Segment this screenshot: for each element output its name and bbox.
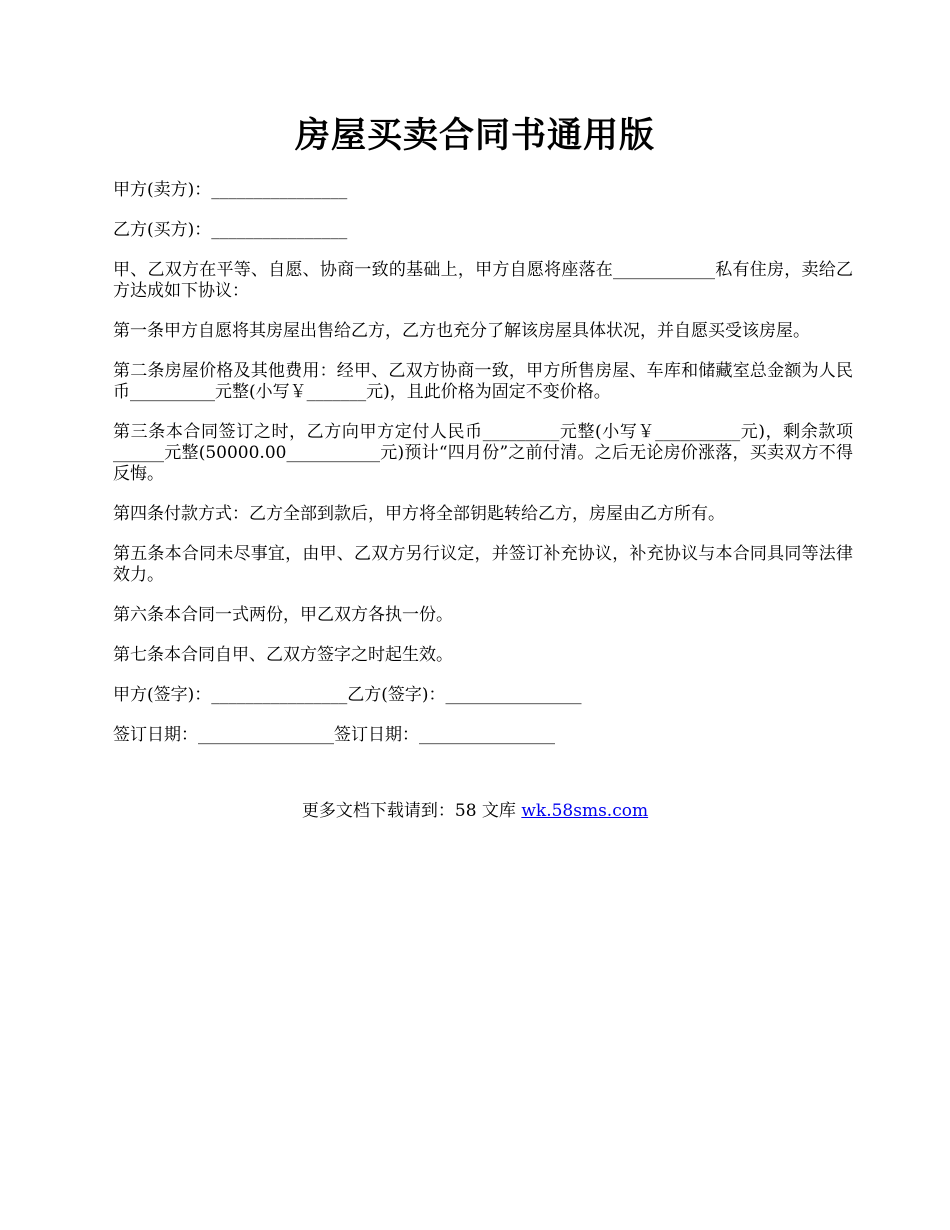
preamble-paragraph: 甲、乙双方在平等、自愿、协商一致的基础上，甲方自愿将座落在____________私有住房，卖给乙方达成如下协议： [113,260,853,301]
footer-link[interactable]: wk.58sms.com [521,801,649,821]
article-4: 第四条付款方式：乙方全部到款后，甲方将全部钥匙转给乙方，房屋由乙方所有。 [113,504,725,524]
document-body [113,180,853,765]
document-title: 房屋买卖合同书通用版 [294,115,655,156]
party-b-buyer-line: 乙方(买方)：________________ [113,220,348,240]
party-a-seller-line: 甲方(卖方)：________________ [113,180,348,200]
footer-text: 更多文档下载请到：58 文库 [301,801,522,821]
signing-date-line: 签订日期：________________签订日期：________________ [113,725,555,745]
signature-line: 甲方(签字)：________________乙方(签字)：________________ [113,685,582,705]
article-2: 第二条房屋价格及其他费用：经甲、乙双方协商一致，甲方所售房屋、车库和储藏室总金额为人民币__________元整(小写￥_______元)，且此价格为固定不变价格。 [113,361,853,402]
article-3: 第三条本合同签订之时，乙方向甲方定付人民币_________元整(小写￥__________元)，剩余款项______元整(50000.00___________元)预计“四月份”之前付清。之后无论房价涨落，买卖双方不得反悔。 [113,422,853,484]
article-1: 第一条甲方自愿将其房屋出售给乙方，乙方也充分了解该房屋具体状况，并自愿买受该房屋。 [113,321,810,341]
article-7: 第七条本合同自甲、乙双方签字之时起生效。 [113,645,453,665]
footer [0,800,950,822]
article-5: 第五条本合同未尽事宜，由甲、乙双方另行议定，并签订补充协议，补充协议与本合同具同等法律效力。 [113,544,853,585]
article-6: 第六条本合同一式两份，甲乙双方各执一份。 [113,605,453,625]
